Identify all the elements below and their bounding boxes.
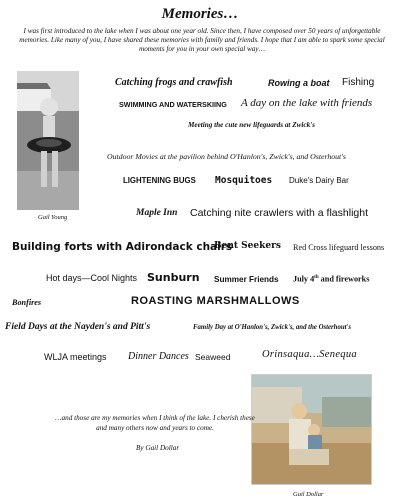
- memory-nite-crawlers: Catching nite crawlers with a flashlight: [190, 207, 368, 219]
- memory-sunburn: Sunburn: [147, 271, 200, 284]
- memory-dukes-dairy-bar: Duke's Dairy Bar: [289, 176, 349, 185]
- left-photo-caption: Gail Young: [38, 214, 68, 221]
- memory-seaweed: Seaweed: [195, 352, 231, 362]
- memory-maple-inn: Maple Inn: [136, 208, 178, 218]
- memory-field-days: Field Days at the Nayden's and Pitt's: [5, 322, 151, 332]
- memory-lifeguards: Meeting the cute new lifeguards at Zwick's: [188, 121, 315, 129]
- memory-july-4-rest: and fireworks: [318, 274, 370, 284]
- memory-orinsaqua: Orinsaqua…Senequa: [262, 349, 357, 360]
- memory-outdoor-movies: Outdoor Movies at the pavilion behind O'Hanlon's, Zwick's, and Osterhout's: [107, 152, 346, 161]
- memory-july-4-sup: th: [314, 275, 319, 280]
- right-photo-caption: Gail Dollar: [293, 491, 324, 498]
- photo-child-with-inner-tube: [17, 71, 79, 210]
- memory-day-on-lake: A day on the lake with friends: [241, 97, 373, 109]
- memory-lightening-bugs: LIGHTENING BUGS: [123, 176, 196, 185]
- memory-rowing: Rowing a boat: [268, 78, 330, 88]
- memory-frogs: Catching frogs and crawfish: [115, 77, 233, 88]
- memory-july-4th: [293, 275, 369, 284]
- photo-adult-child-illustration: [252, 375, 371, 484]
- memory-fishing: Fishing: [342, 77, 375, 88]
- memory-family-day: Family Day at O'Hanlon's, Zwick's, and the Osterhout's: [193, 324, 352, 331]
- memory-building-forts: Building forts with Adirondack chairs: [12, 241, 233, 253]
- memory-wlja-meetings: WLJA meetings: [44, 352, 107, 362]
- intro-paragraph: I was first introduced to the lake when I was about one year old. Since then, I have composed over 50 years of unforgettable memories. Like many of you, I have shared these memories with family and friends. I hope that I am able to spark some special moments for you in your own special way…: [19, 27, 385, 54]
- memory-hot-days: Hot days—Cool Nights: [46, 273, 138, 283]
- memory-dinner-dances: Dinner Dances: [128, 351, 189, 362]
- closing-paragraph: …and those are my memories when I think of the lake. I cherish these and many others now and years to come.: [55, 414, 255, 432]
- memory-bonfires: Bonfires: [12, 298, 42, 307]
- byline: By Gail Dollar: [136, 444, 180, 452]
- memory-red-cross: Red Cross lifeguard lessons: [293, 243, 385, 252]
- photo-child-illustration: [17, 71, 79, 210]
- memory-bent-seekers: Bent Seekers: [214, 241, 281, 251]
- page-title: Memories…: [161, 6, 239, 22]
- memory-swimming: SWIMMING AND WATERSKIING: [119, 100, 227, 109]
- photo-adult-and-child: [251, 374, 372, 485]
- memory-summer-friends: Summer Friends: [214, 275, 279, 284]
- memory-july-4-text: July 4: [293, 274, 315, 284]
- memory-roasting-marshmallows: ROASTING MARSHMALLOWS: [131, 295, 300, 307]
- memory-mosquitoes: Mosquitoes: [215, 175, 273, 186]
